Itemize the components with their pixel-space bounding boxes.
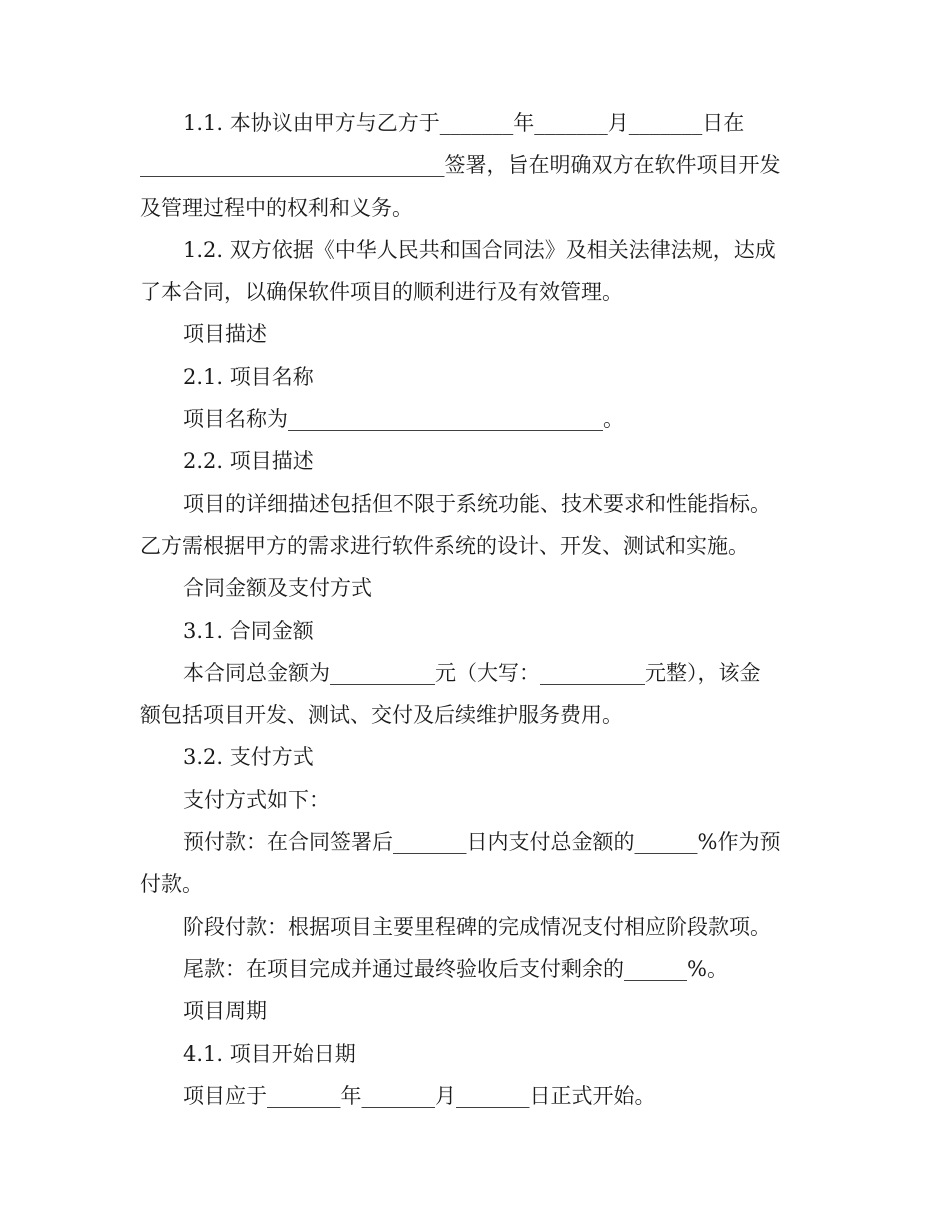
payment-advance-line-1: 预付款：在合同签署后_______日内支付总金额的______%作为预 — [183, 830, 781, 855]
clause-1-1-line-3: 及管理过程中的权利和义务。 — [140, 195, 413, 220]
payment-milestone: 阶段付款：根据项目主要里程碑的完成情况支付相应阶段款项。 — [183, 914, 771, 939]
clause-2-2-body-line-1: 项目的详细描述包括但不限于系统功能、技术要求和性能指标。 — [183, 491, 771, 516]
clause-2-2-body-line-2: 乙方需根据甲方的需求进行软件系统的设计、开发、测试和实施。 — [140, 533, 749, 558]
clause-2-1-body: 项目名称为______________________________。 — [183, 407, 624, 432]
section-heading-contract-amount: 合同金额及支付方式 — [183, 576, 372, 601]
clause-1-1-line-2: _____________________________签署，旨在明确双方在软件项目开发 — [140, 153, 781, 178]
clause-3-1-body-line-2: 额包括项目开发、测试、交付及后续维护服务费用。 — [140, 703, 623, 728]
payment-methods-intro: 支付方式如下： — [183, 787, 330, 812]
clause-1-1-line-1: 1.1. 本协议由甲方与乙方于_______年_______月_______日在 — [183, 111, 745, 135]
clause-1-2-line-1: 1.2. 双方依据《中华人民共和国合同法》及相关法律法规，达成 — [183, 237, 776, 262]
clause-4-1-heading: 4.1. 项目开始日期 — [183, 1041, 356, 1066]
clause-4-1-body: 项目应于_______年_______月_______日正式开始。 — [183, 1083, 656, 1108]
clause-3-2-heading: 3.2. 支付方式 — [183, 745, 314, 770]
payment-final: 尾款：在项目完成并通过最终验收后支付剩余的______%。 — [183, 956, 728, 981]
section-heading-project-description: 项目描述 — [183, 322, 267, 347]
clause-3-1-body-line-1: 本合同总金额为__________元（大写：__________元整），该金 — [183, 660, 761, 685]
clause-2-1-heading: 2.1. 项目名称 — [183, 364, 314, 389]
clause-2-2-heading: 2.2. 项目描述 — [183, 449, 314, 474]
section-heading-project-period: 项目周期 — [183, 999, 267, 1024]
payment-advance-line-2: 付款。 — [140, 872, 203, 897]
clause-1-2-line-2: 了本合同，以确保软件项目的顺利进行及有效管理。 — [140, 280, 623, 305]
clause-3-1-heading: 3.1. 合同金额 — [183, 618, 314, 643]
